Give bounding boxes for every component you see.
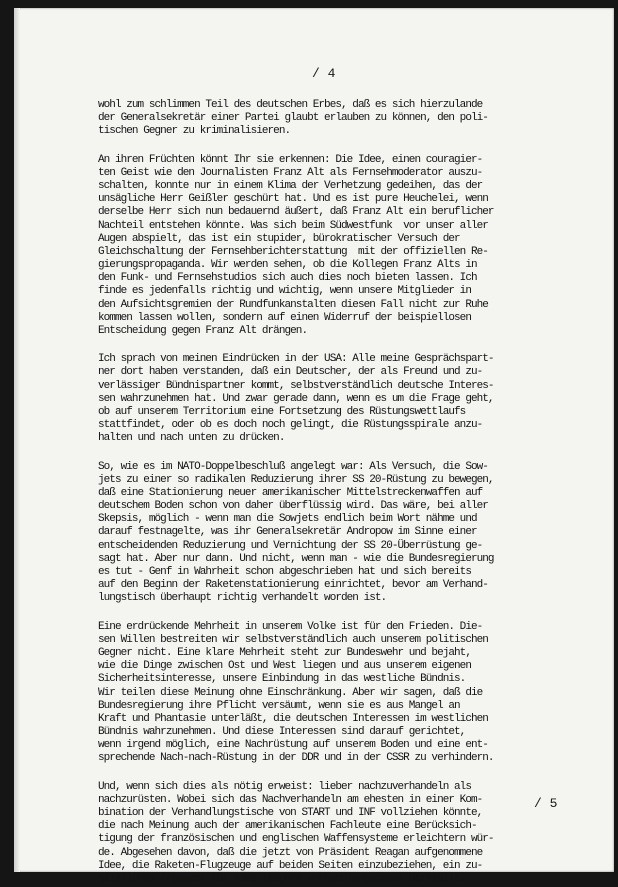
text-line: ten Geist wie den Journalisten Franz Alt als Fernsehmoderator auszu- bbox=[98, 166, 483, 179]
text-line: sagt hat. Aber nur dann. Und nicht, wenn man - wie die Bundesregierung bbox=[98, 552, 494, 565]
page-number-top: / 4 bbox=[312, 66, 336, 81]
text-line: Gegner nicht. Eine klare Mehrheit steht zur Bundeswehr und bejaht, bbox=[98, 646, 471, 659]
page-number-bottom: / 5 bbox=[534, 796, 558, 811]
paragraph bbox=[98, 621, 590, 766]
text-line: stattfindet, oder ob es doch noch gelingt, die Rüstungsspirale anzu- bbox=[98, 419, 483, 432]
text-line: Eine erdrückende Mehrheit in unserem Volke ist für den Frieden. Die- bbox=[98, 620, 483, 633]
text-line: den Funk- und Fernsehstudios sich auch dies noch bieten lassen. Ich bbox=[98, 272, 477, 285]
text-line: wohl zum schlimmen Teil des deutschen Erbes, daß es sich hierzulande bbox=[98, 99, 483, 111]
text-line: es tut - Genf in Wahrheit schon abgeschrieben hat und sich bereits bbox=[98, 566, 471, 578]
text-line: Bündnis wahrzunehmen. Und diese Interessen sind darauf gerichtet, bbox=[98, 726, 466, 739]
text-line: tigung der französischen und englischen Waffensysteme erleichtern wür- bbox=[98, 833, 494, 846]
text-line: unsägliche Herr Geißler geschürt hat. Und es ist pure Heuchelei, wenn bbox=[98, 193, 488, 206]
text-line: deutschem Boden schon von daher überflüssig wird. Das wäre, bei aller bbox=[98, 500, 488, 513]
text-line: den Aufsichtsgremien der Rundfunkanstalten diesen Fall nicht zur Ruhe bbox=[98, 298, 488, 311]
text-line: Bundesregierung ihre Pflicht versäumt, wenn sie es aus Mangel an bbox=[98, 699, 460, 712]
text-line: daß eine Stationierung neuer amerikanischer Mittelstreckenwaffen auf bbox=[98, 486, 483, 499]
text-line: Wir teilen diese Meinung ohne Einschränkung. Aber wir sagen, daß die bbox=[98, 686, 483, 699]
text-line: ob auf unserem Territorium eine Fortsetzung des Rüstungswettlaufs bbox=[98, 405, 466, 418]
text-line: wenn irgend möglich, eine Nachrüstung auf unserem Boden und eine ent- bbox=[98, 739, 488, 752]
text-line: Skepsis, möglich - wenn man die Sowjets endlich beim Wort nähme und bbox=[98, 513, 477, 526]
text-line: bination der Verhandlungstische von START und INF vollziehen könnte, bbox=[98, 807, 483, 819]
text-line: lungstisch überhaupt richtig verhandelt worden ist. bbox=[98, 592, 387, 605]
text-line: darauf festnagelte, was ihr Generalsekretär Andropow im Sinne einer bbox=[98, 526, 477, 539]
document-body bbox=[98, 99, 590, 886]
text-line: die nach Meinung auch der amerikanischen Fachleute eine Berücksich- bbox=[98, 820, 477, 833]
paragraph bbox=[98, 353, 590, 445]
text-line: Entscheidung gegen Franz Alt drängen. bbox=[98, 325, 308, 337]
text-line: So, wie es im NATO-Doppelbeschluß angelegt war: Als Versuch, die Sow- bbox=[98, 460, 488, 473]
text-line: der Generalsekretär einer Partei glaubt erlauben zu können, den poli- bbox=[98, 112, 488, 125]
text-line: sen wahrzunehmen hat. Und zwar gerade dann, wenn es um die Frage geht, bbox=[98, 392, 494, 405]
text-line: sen Willen bestreiten wir selbstverständlich auch unserem politischen bbox=[98, 633, 488, 646]
text-line: halten und nach unten zu drücken. bbox=[98, 432, 285, 445]
text-line: Idee, die Raketen-Flugzeuge auf beiden Seiten einzubeziehen, ein zu- bbox=[98, 859, 483, 872]
text-line: Sicherheitsinteresse, unsere Einbindung in das westliche Bündnis. bbox=[98, 673, 466, 686]
text-line: Augen abspielt, das ist ein stupider, bürokratischer Versuch der bbox=[98, 232, 460, 245]
text-line: finde es jedenfalls richtig und wichtig, wenn unsere Mitglieder in bbox=[98, 285, 471, 298]
text-line: Nachteil entstehen könnte. Was sich beim Südwestfunk vor unser aller bbox=[98, 219, 488, 232]
text-line: Und, wenn sich dies als nötig erweist: lieber nachzuverhandeln als bbox=[98, 780, 471, 793]
text-line: Kraft und Phantasie unterläßt, die deutschen Interessen im westlichen bbox=[98, 712, 488, 725]
paragraph bbox=[98, 461, 590, 606]
paragraph bbox=[98, 154, 590, 339]
text-line: entscheidenden Reduzierung und Vernichtung der SS 20-Überrüstung ge- bbox=[98, 539, 483, 552]
text-line: nachzurüsten. Wobei sich das Nachverhandeln am ehesten in einer Kom- bbox=[98, 793, 483, 806]
document-page bbox=[14, 8, 614, 885]
text-line: sprechende Nach-nach-Rüstung in der DDR und in der CSSR zu verhindern. bbox=[98, 752, 494, 765]
text-line: derselbe Herr sich nun bedauernd äußert, daß Franz Alt ein beruflicher bbox=[98, 206, 494, 219]
text-line: sätzliches Argument für eine längere Verhandlungsdauer darstellt. bbox=[98, 872, 466, 885]
text-line: wie die Dinge zwischen Ost und West liegen und aus unserem eigenen bbox=[98, 660, 471, 673]
text-line: gierungspropaganda. Wir werden sehen, ob die Kollegen Franz Alts in bbox=[98, 259, 477, 272]
text-line: auf den Beginn der Raketenstationierung einrichtet, bevor am Verhand- bbox=[98, 579, 488, 592]
text-line: tischen Gegner zu kriminalisieren. bbox=[98, 125, 291, 138]
paragraph bbox=[98, 99, 590, 139]
paragraph bbox=[98, 781, 590, 887]
text-line: An ihren Früchten könnt Ihr sie erkennen: Die Idee, einen couragier- bbox=[98, 153, 483, 166]
text-line: jets zu einer so radikalen Reduzierung ihrer SS 20-Rüstung zu bewegen, bbox=[98, 473, 494, 486]
text-line: ner dort haben verstanden, daß ein Deutscher, der als Freund und zu- bbox=[98, 366, 483, 379]
text-line: Gleichschaltung der Fernsehberichterstattung mit der offiziellen Re- bbox=[98, 245, 488, 258]
text-line: schalten, konnte nur in einem Klima der Verhetzung gedeihen, das der bbox=[98, 179, 483, 192]
text-line: verlässiger Bündnispartner kommt, selbstverständlich deutsche Interes- bbox=[98, 379, 494, 392]
text-line: kommen lassen wollen, sondern auf einen Widerruf der beispiellosen bbox=[98, 311, 471, 324]
text-line: Ich sprach von meinen Eindrücken in der USA: Alle meine Gesprächspart- bbox=[98, 353, 494, 366]
text-line: de. Abgesehen davon, daß die jetzt von Präsident Reagan aufgenommene bbox=[98, 846, 483, 859]
